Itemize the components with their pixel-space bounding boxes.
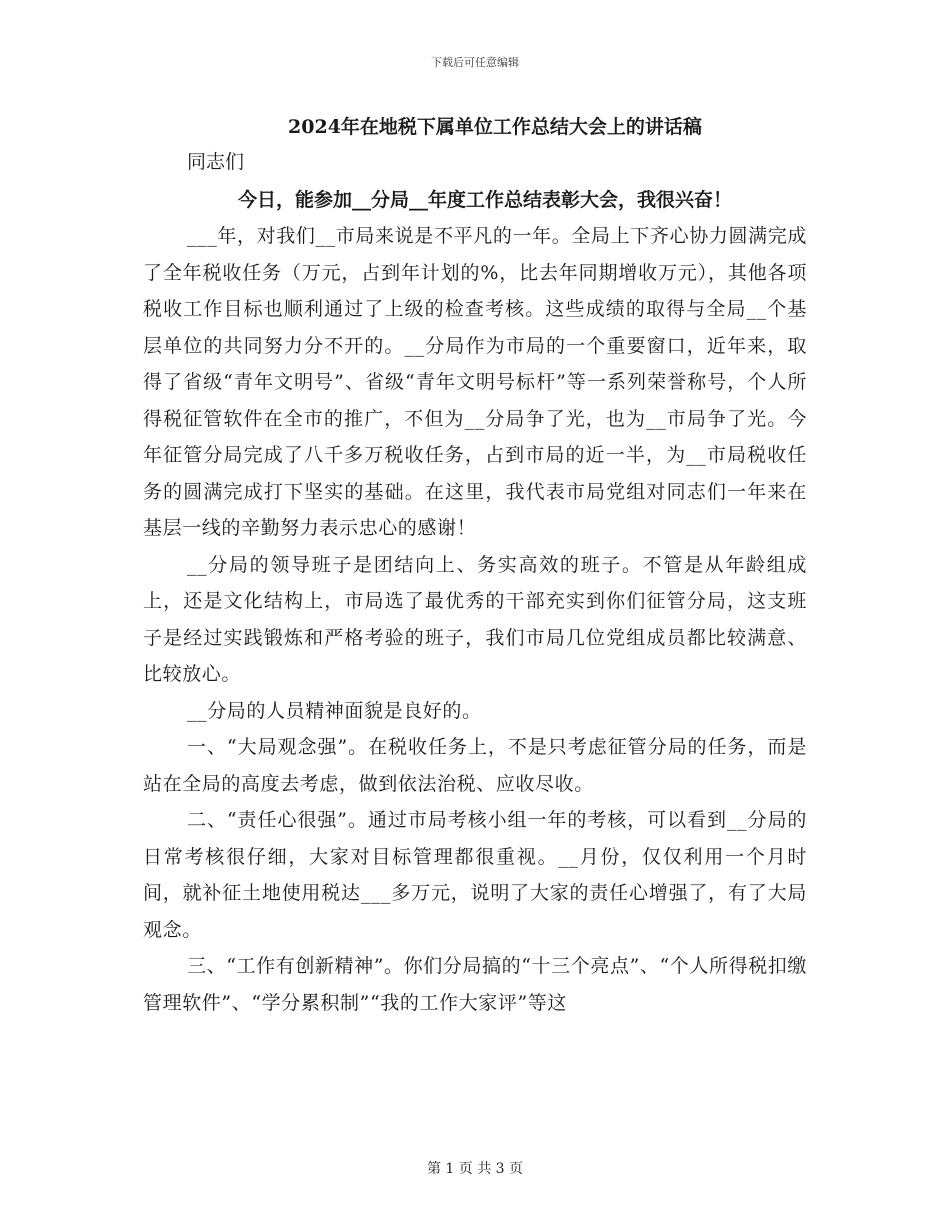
- paragraph: ___年，对我们__市局来说是不平凡的一年。全局上下齐心协力圆满完成了全年税收任务（万元，占到年计划的%，比去年同期增收万元），其他各项税收工作目标也顺利通过了上级的检查考核。这些成绩的取得与全局__个基层单位的共同努力分不开的。__分局作为市局的一个重要窗口，近年来，取得了省级“青年文明号”、省级“青年文明号标杆”等一系列荣誉称号，个人所得税征管软件在全市的推广，不但为__分局争了光，也为__市局争了光。今年征管分局完成了八千多万税收任务，占到市局的近一半，为__市局税收任务的圆满完成打下坚实的基础。在这里，我代表市局党组对同志们一年来在基层一线的辛勤努力表示忠心的感谢！: [143, 225, 807, 539]
- paragraph: 二、“责任心很强”。通过市局考核小组一年的考核，可以看到__分局的日常考核很仔细，大家对目标管理都很重视。__月份，仅仅利用一个月时间，就补征土地使用税达___多万元，说明了大家的责任心增强了，有了大局观念。: [143, 809, 807, 941]
- page-footer: 第 1 页 共 3 页: [426, 1161, 524, 1177]
- header-note: 下载后可任意编辑: [431, 56, 519, 69]
- paragraph: __分局的领导班子是团结向上、务实高效的班子。不管是从年龄组成上，还是文化结构上，市局选了最优秀的干部充实到你们征管分局，这支班子是经过实践锻炼和严格考验的班子，我们市局几位党组成员都比较满意、比较放心。: [143, 553, 807, 685]
- lead-sentence: 今日，能参加__分局__年度工作总结表彰大会，我很兴奋！: [237, 189, 732, 211]
- paragraph: 三、“工作有创新精神”。你们分局搞的“十三个亮点”、“个人所得税扣缴管理软件”、“学分累积制”“我的工作大家评”等这: [143, 955, 807, 1014]
- document-body: [143, 112, 807, 1021]
- paragraph: 一、“大局观念强”。在税收任务上，不是只考虑征管分局的任务，而是站在全局的高度去考虑，做到依法治税、应收尽收。: [143, 736, 807, 795]
- paragraph: __分局的人员精神面貌是良好的。: [187, 699, 482, 722]
- document-title: 2024年在地税下属单位工作总结大会上的讲话稿: [288, 116, 702, 138]
- salutation: 同志们: [187, 151, 245, 173]
